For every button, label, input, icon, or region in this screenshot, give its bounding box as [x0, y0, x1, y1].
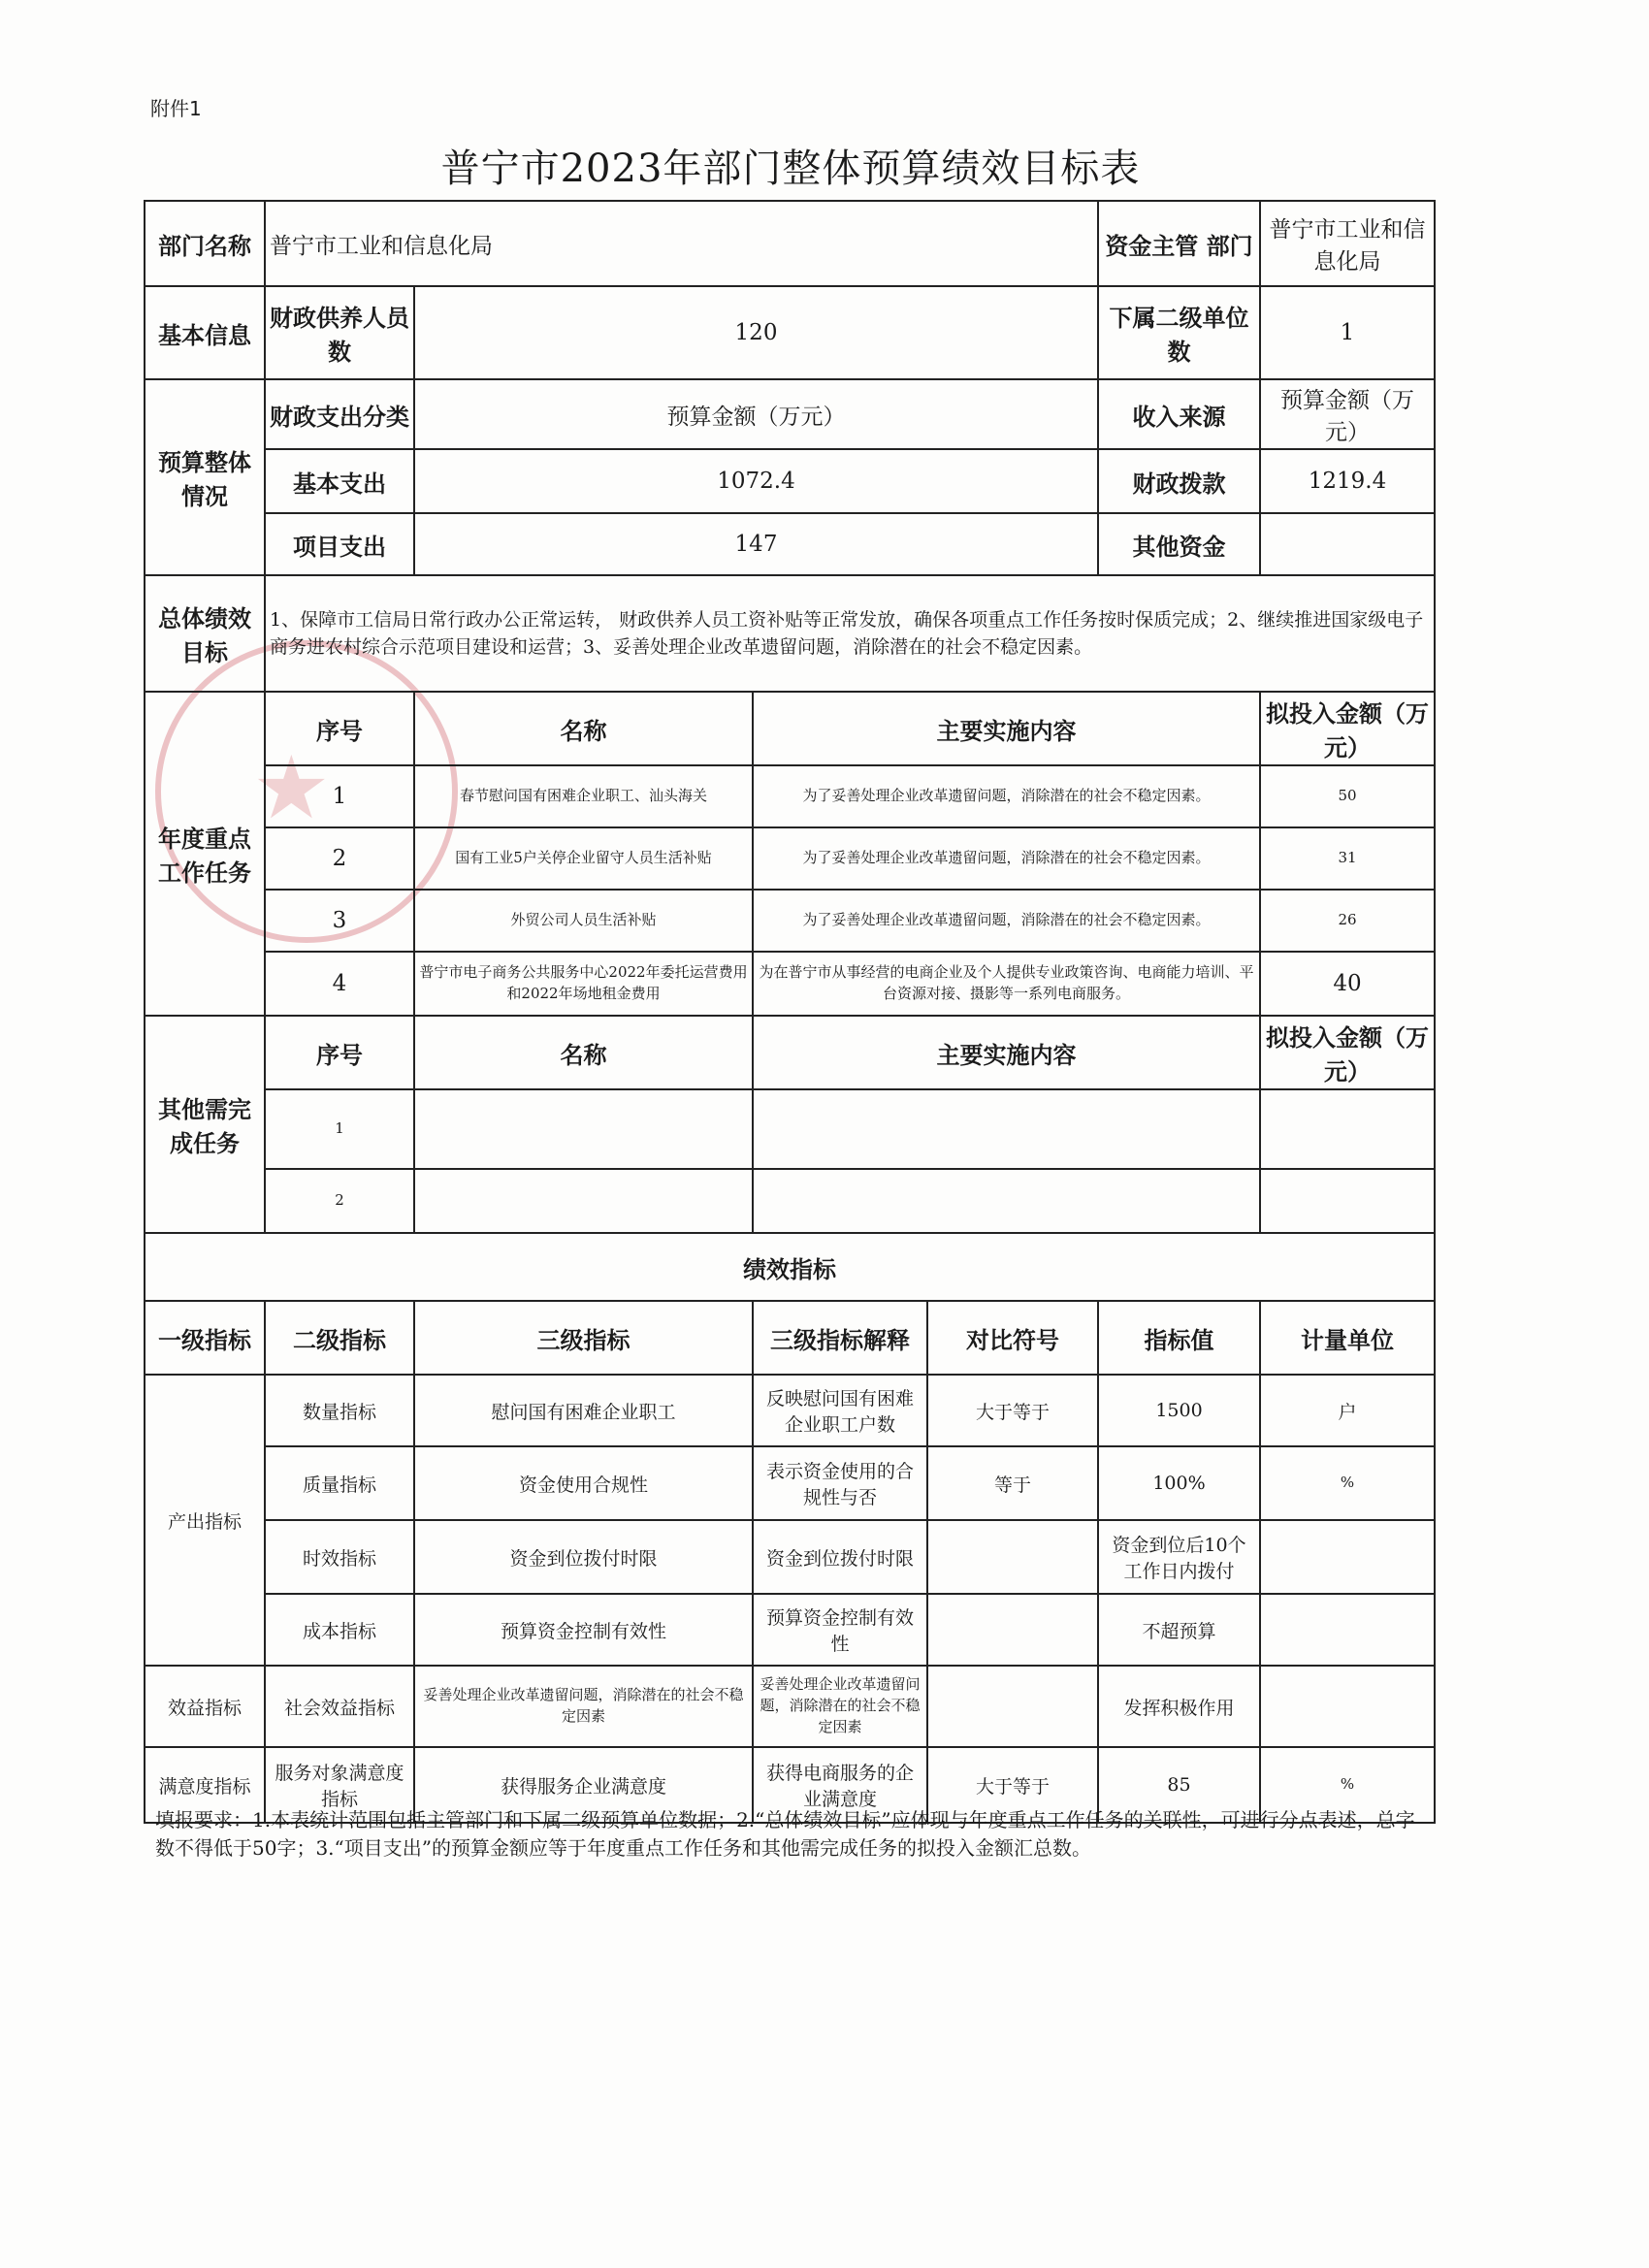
table-row [145, 952, 1435, 1016]
task-no: 1 [265, 765, 414, 827]
ind-explain: 反映慰问国有困难企业职工户数 [753, 1375, 927, 1446]
ind-l3: 妥善处理企业改革遗留问题，消除潜在的社会不稳定因素 [414, 1666, 753, 1747]
task-content: 为了妥善处理企业改革遗留问题，消除潜在的社会不稳定因素。 [753, 890, 1260, 952]
seal-star-icon: ★ [252, 737, 331, 839]
ind-l3: 获得服务企业满意度 [414, 1747, 753, 1823]
task-amount: 31 [1260, 827, 1435, 890]
ind-l2: 服务对象满意度指标 [265, 1747, 414, 1823]
annual-tasks-label: 年度重点工作任务 [145, 692, 265, 1016]
expense-class-label: 财政支出分类 [265, 379, 414, 449]
ind-unit: % [1260, 1446, 1435, 1520]
ind-header-unit: 计量单位 [1260, 1301, 1435, 1375]
table-row [145, 1666, 1435, 1747]
table-row [145, 1169, 1435, 1233]
other-header-no: 序号 [265, 1016, 414, 1089]
basic-expense-value: 1072.4 [414, 449, 1098, 513]
table-row [145, 1089, 1435, 1169]
other-task-content [753, 1089, 1260, 1169]
other-fund-label: 其他资金 [1098, 513, 1260, 575]
ind-symbol [927, 1594, 1098, 1666]
ind-value: 100% [1098, 1446, 1260, 1520]
ind-symbol [927, 1666, 1098, 1747]
ind-unit [1260, 1594, 1435, 1666]
ind-header-l3: 三级指标 [414, 1301, 753, 1375]
ind-header-l2: 二级指标 [265, 1301, 414, 1375]
task-content: 为了妥善处理企业改革遗留问题，消除潜在的社会不稳定因素。 [753, 765, 1260, 827]
ind-explain: 表示资金使用的合规性与否 [753, 1446, 927, 1520]
task-name: 普宁市电子商务公共服务中心2022年委托运营费用和2022年场地租金费用 [414, 952, 753, 1016]
table-row [145, 765, 1435, 827]
other-header-content: 主要实施内容 [753, 1016, 1260, 1089]
fiscal-appropriation-value: 1219.4 [1260, 449, 1435, 513]
ind-unit: 户 [1260, 1375, 1435, 1446]
ind-symbol: 等于 [927, 1446, 1098, 1520]
benefit-indicator-label: 效益指标 [145, 1666, 265, 1747]
other-task-name [414, 1169, 753, 1233]
other-task-content [753, 1169, 1260, 1233]
ind-symbol: 大于等于 [927, 1375, 1098, 1446]
output-indicator-label: 产出指标 [145, 1375, 265, 1666]
overall-goal-text: 1、保障市工信局日常行政办公正常运转， 财政供养人员工资补贴等正常发放，确保各项重点工作任务按时保质完成；2、继续推进国家级电子商务进农村综合示范项目建设和运营；3、妥善处理企业改革遗留问题，消除潜在的社会不稳定因素。 [265, 575, 1435, 692]
ind-l2: 社会效益指标 [265, 1666, 414, 1747]
budget-overall-label: 预算整体情况 [145, 379, 265, 575]
page-title: 普宁市2023年部门整体预算绩效目标表 [440, 146, 1141, 191]
ind-l2: 质量指标 [265, 1446, 414, 1520]
income-source-label: 收入来源 [1098, 379, 1260, 449]
project-expense-value: 147 [414, 513, 1098, 575]
fiscal-appropriation-label: 财政拨款 [1098, 449, 1260, 513]
ind-l2: 数量指标 [265, 1375, 414, 1446]
attachment-label: 附件1 [150, 97, 202, 120]
task-name: 国有工业5户关停企业留守人员生活补贴 [414, 827, 753, 890]
ind-unit [1260, 1666, 1435, 1747]
sub-units-label: 下属二级单位数 [1098, 286, 1260, 379]
staff-count-label: 财政供养人员数 [265, 286, 414, 379]
ind-l3: 慰问国有困难企业职工 [414, 1375, 753, 1446]
task-content: 为了妥善处理企业改革遗留问题，消除潜在的社会不稳定因素。 [753, 827, 1260, 890]
other-task-name [414, 1089, 753, 1169]
task-name: 外贸公司人员生活补贴 [414, 890, 753, 952]
task-amount: 26 [1260, 890, 1435, 952]
ind-header-explain: 三级指标解释 [753, 1301, 927, 1375]
sub-units-value: 1 [1260, 286, 1435, 379]
ind-value: 85 [1098, 1747, 1260, 1823]
supervisor-value: 普宁市工业和信息化局 [1260, 201, 1435, 286]
ind-explain: 获得电商服务的企业满意度 [753, 1747, 927, 1823]
table-row [145, 827, 1435, 890]
ind-header-symbol: 对比符号 [927, 1301, 1098, 1375]
task-no: 4 [265, 952, 414, 1016]
overall-goal-label: 总体绩效目标 [145, 575, 265, 692]
task-name: 春节慰问国有困难企业职工、汕头海关 [414, 765, 753, 827]
ind-unit: % [1260, 1747, 1435, 1823]
indicators-title: 绩效指标 [145, 1233, 1435, 1301]
table-row [145, 1520, 1435, 1594]
ind-l2: 时效指标 [265, 1520, 414, 1594]
other-task-amount [1260, 1089, 1435, 1169]
dept-name-value: 普宁市工业和信息化局 [265, 201, 1098, 286]
basic-expense-label: 基本支出 [265, 449, 414, 513]
income-amount-header: 预算金额（万元） [1260, 379, 1435, 449]
ind-unit [1260, 1520, 1435, 1594]
table-row [145, 1375, 1435, 1446]
ind-header-value: 指标值 [1098, 1301, 1260, 1375]
ind-symbol [927, 1520, 1098, 1594]
ind-explain: 预算资金控制有效性 [753, 1594, 927, 1666]
task-content: 为在普宁市从事经营的电商企业及个人提供专业政策咨询、电商能力培训、平台资源对接、摄影等一系列电商服务。 [753, 952, 1260, 1016]
task-amount: 50 [1260, 765, 1435, 827]
other-header-amount: 拟投入金额（万元） [1260, 1016, 1435, 1089]
budget-performance-table [144, 200, 1436, 1824]
task-header-amount: 拟投入金额（万元） [1260, 692, 1435, 765]
supervisor-label: 资金主管 部门 [1098, 201, 1260, 286]
ind-l3: 资金到位拨付时限 [414, 1520, 753, 1594]
table-row [145, 1446, 1435, 1520]
ind-value: 发挥积极作用 [1098, 1666, 1260, 1747]
ind-explain: 资金到位拨付时限 [753, 1520, 927, 1594]
filling-requirements-note: 填报要求：1.本表统计范围包括主管部门和下属二级预算单位数据；2.“总体绩效目标”应体现与年度重点工作任务的关联性，可进行分点表述，总字数不得低于50字；3.“项目支出”的预算金额应等于年度重点工作任务和其他需完成任务的拟投入金额汇总数。 [155, 1808, 1415, 1860]
task-amount: 40 [1260, 952, 1435, 1016]
staff-count-value: 120 [414, 286, 1098, 379]
ind-l2: 成本指标 [265, 1594, 414, 1666]
other-fund-value [1260, 513, 1435, 575]
ind-explain: 妥善处理企业改革遗留问题，消除潜在的社会不稳定因素 [753, 1666, 927, 1747]
other-task-no: 1 [265, 1089, 414, 1169]
task-no: 2 [265, 827, 414, 890]
budget-amount-header: 预算金额（万元） [414, 379, 1098, 449]
other-task-no: 2 [265, 1169, 414, 1233]
ind-symbol: 大于等于 [927, 1747, 1098, 1823]
ind-value: 1500 [1098, 1375, 1260, 1446]
task-header-no: 序号 [265, 692, 414, 765]
task-header-content: 主要实施内容 [753, 692, 1260, 765]
ind-value: 资金到位后10个工作日内拨付 [1098, 1520, 1260, 1594]
ind-l3: 预算资金控制有效性 [414, 1594, 753, 1666]
project-expense-label: 项目支出 [265, 513, 414, 575]
ind-l3: 资金使用合规性 [414, 1446, 753, 1520]
other-tasks-label: 其他需完成任务 [145, 1016, 265, 1233]
table-row [145, 1594, 1435, 1666]
basic-info-label: 基本信息 [145, 286, 265, 379]
table-row [145, 890, 1435, 952]
task-no: 3 [265, 890, 414, 952]
other-task-amount [1260, 1169, 1435, 1233]
ind-value: 不超预算 [1098, 1594, 1260, 1666]
dept-name-label: 部门名称 [145, 201, 265, 286]
satisfaction-indicator-label: 满意度指标 [145, 1747, 265, 1823]
ind-header-l1: 一级指标 [145, 1301, 265, 1375]
other-header-name: 名称 [414, 1016, 753, 1089]
task-header-name: 名称 [414, 692, 753, 765]
